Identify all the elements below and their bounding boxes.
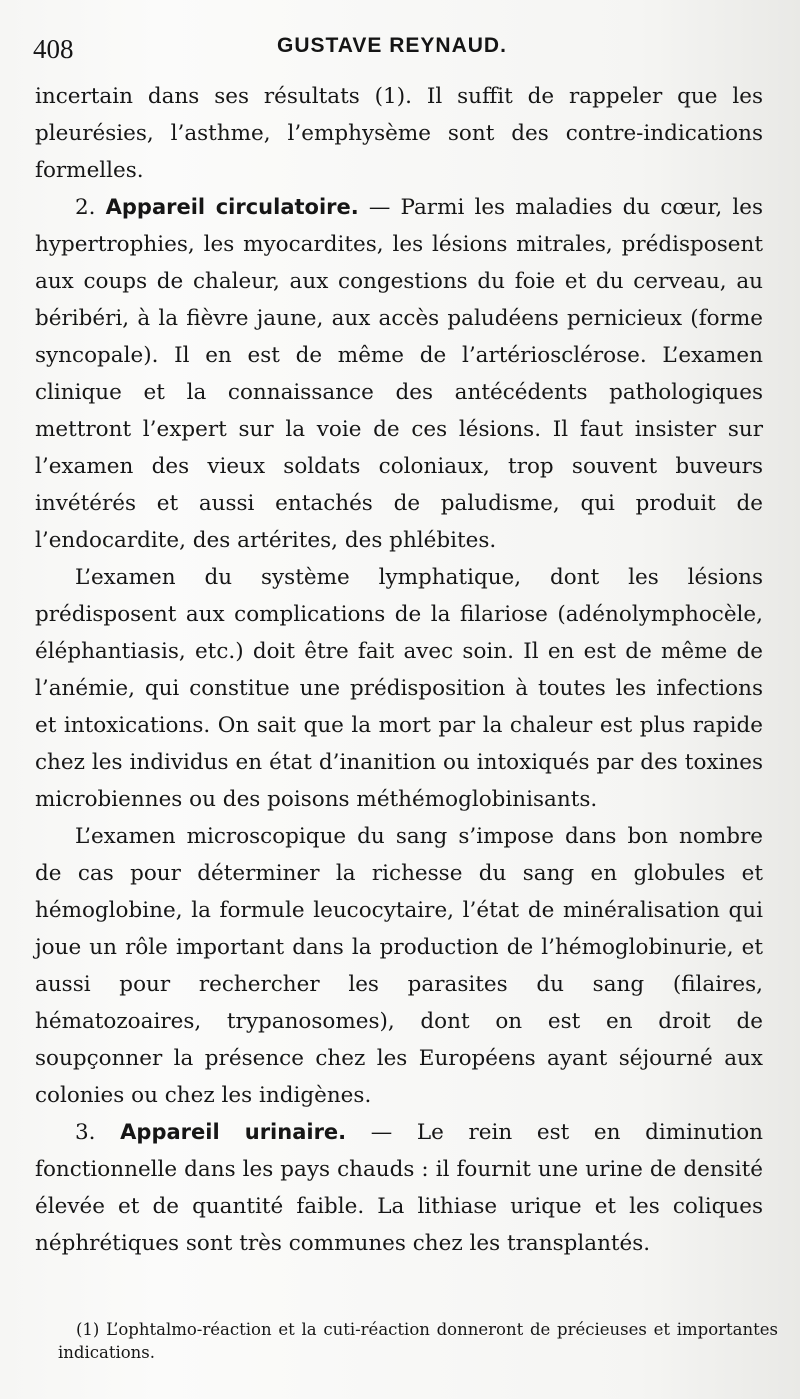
- paragraph-lymphatic: L’examen du système lymphatique, dont les lésions prédisposent aux complications de la filariose (adénolymphocèle, éléphantiasis, etc.) doit être fait avec soin. Il en est de même de l’anémie, qui constitue une prédisposition à toutes les infections et intoxications. On sait que la mort par la chaleur est plus rapide chez les individus en état d’inanition ou intoxiqués par des toxines microbiennes ou des poisons méthémoglobinisants.: [35, 565, 763, 812]
- paragraph-text: — Le rein est en diminution fonctionnelle dans les pays chauds : il fournit une urine de densité élevée et de quantité faible. La lithiase urique et les coliques néphrétiques sont très communes chez les transplantés.: [35, 1120, 764, 1256]
- section-number: 2.: [75, 195, 96, 220]
- section-number: 3.: [75, 1120, 96, 1145]
- page-header: [0, 30, 800, 70]
- footnote-text: [58, 1318, 778, 1364]
- footnote-marker: (1): [76, 1320, 100, 1339]
- paragraph-urinary: [35, 1114, 763, 1262]
- footnote-body: L’ophtalmo-réaction et la cuti-réaction donneront de précieuses et importantes indications.: [58, 1320, 778, 1362]
- paragraph-blood-exam: L’examen microscopique du sang s’impose dans bon nombre de cas pour déterminer la richesse du sang en globules et hémoglobine, la formule leucocytaire, l’état de minéralisation qui joue un rôle important dans la production de l’hémoglobinurie, et aussi pour rechercher les parasites du sang (filaires, hématozoaires, trypanosomes), dont on est en droit de soupçonner la présence chez les Européens ayant séjourné aux colonies ou chez les indigènes.: [35, 824, 763, 1108]
- footnote: [58, 1318, 778, 1364]
- paragraph-circulatory: [35, 189, 763, 559]
- running-head: GUSTAVE REYNAUD.: [277, 34, 507, 57]
- paragraph-continuation: incertain dans ses résultats (1). Il suffit de rappeler que les pleurésies, l’asthme, l’emphysème sont des contre-indications formelles.: [35, 84, 763, 183]
- paragraph-text: — Parmi les maladies du cœur, les hypertrophies, les myocardites, les lésions mitrales, prédisposent aux coups de chaleur, aux congestions du foie et du cerveau, au béribéri, à la fièvre jaune, aux accès paludéens pernicieux (forme syncopale). Il en est de même de l’artériosclérose. L’examen clinique et la connaissance des antécédents pathologiques mettront l’expert sur la voie de ces lésions. Il faut insister sur l’examen des vieux soldats coloniaux, trop souvent buveurs invétérés et aussi entachés de paludisme, qui produit de l’endocardite, des artérites, des phlébites.: [35, 195, 763, 553]
- page-number: 408: [33, 34, 74, 64]
- section-title-circulatory: Appareil circulatoire.: [105, 195, 359, 219]
- body-text: [35, 78, 763, 1262]
- section-title-urinary: Appareil urinaire.: [120, 1120, 347, 1144]
